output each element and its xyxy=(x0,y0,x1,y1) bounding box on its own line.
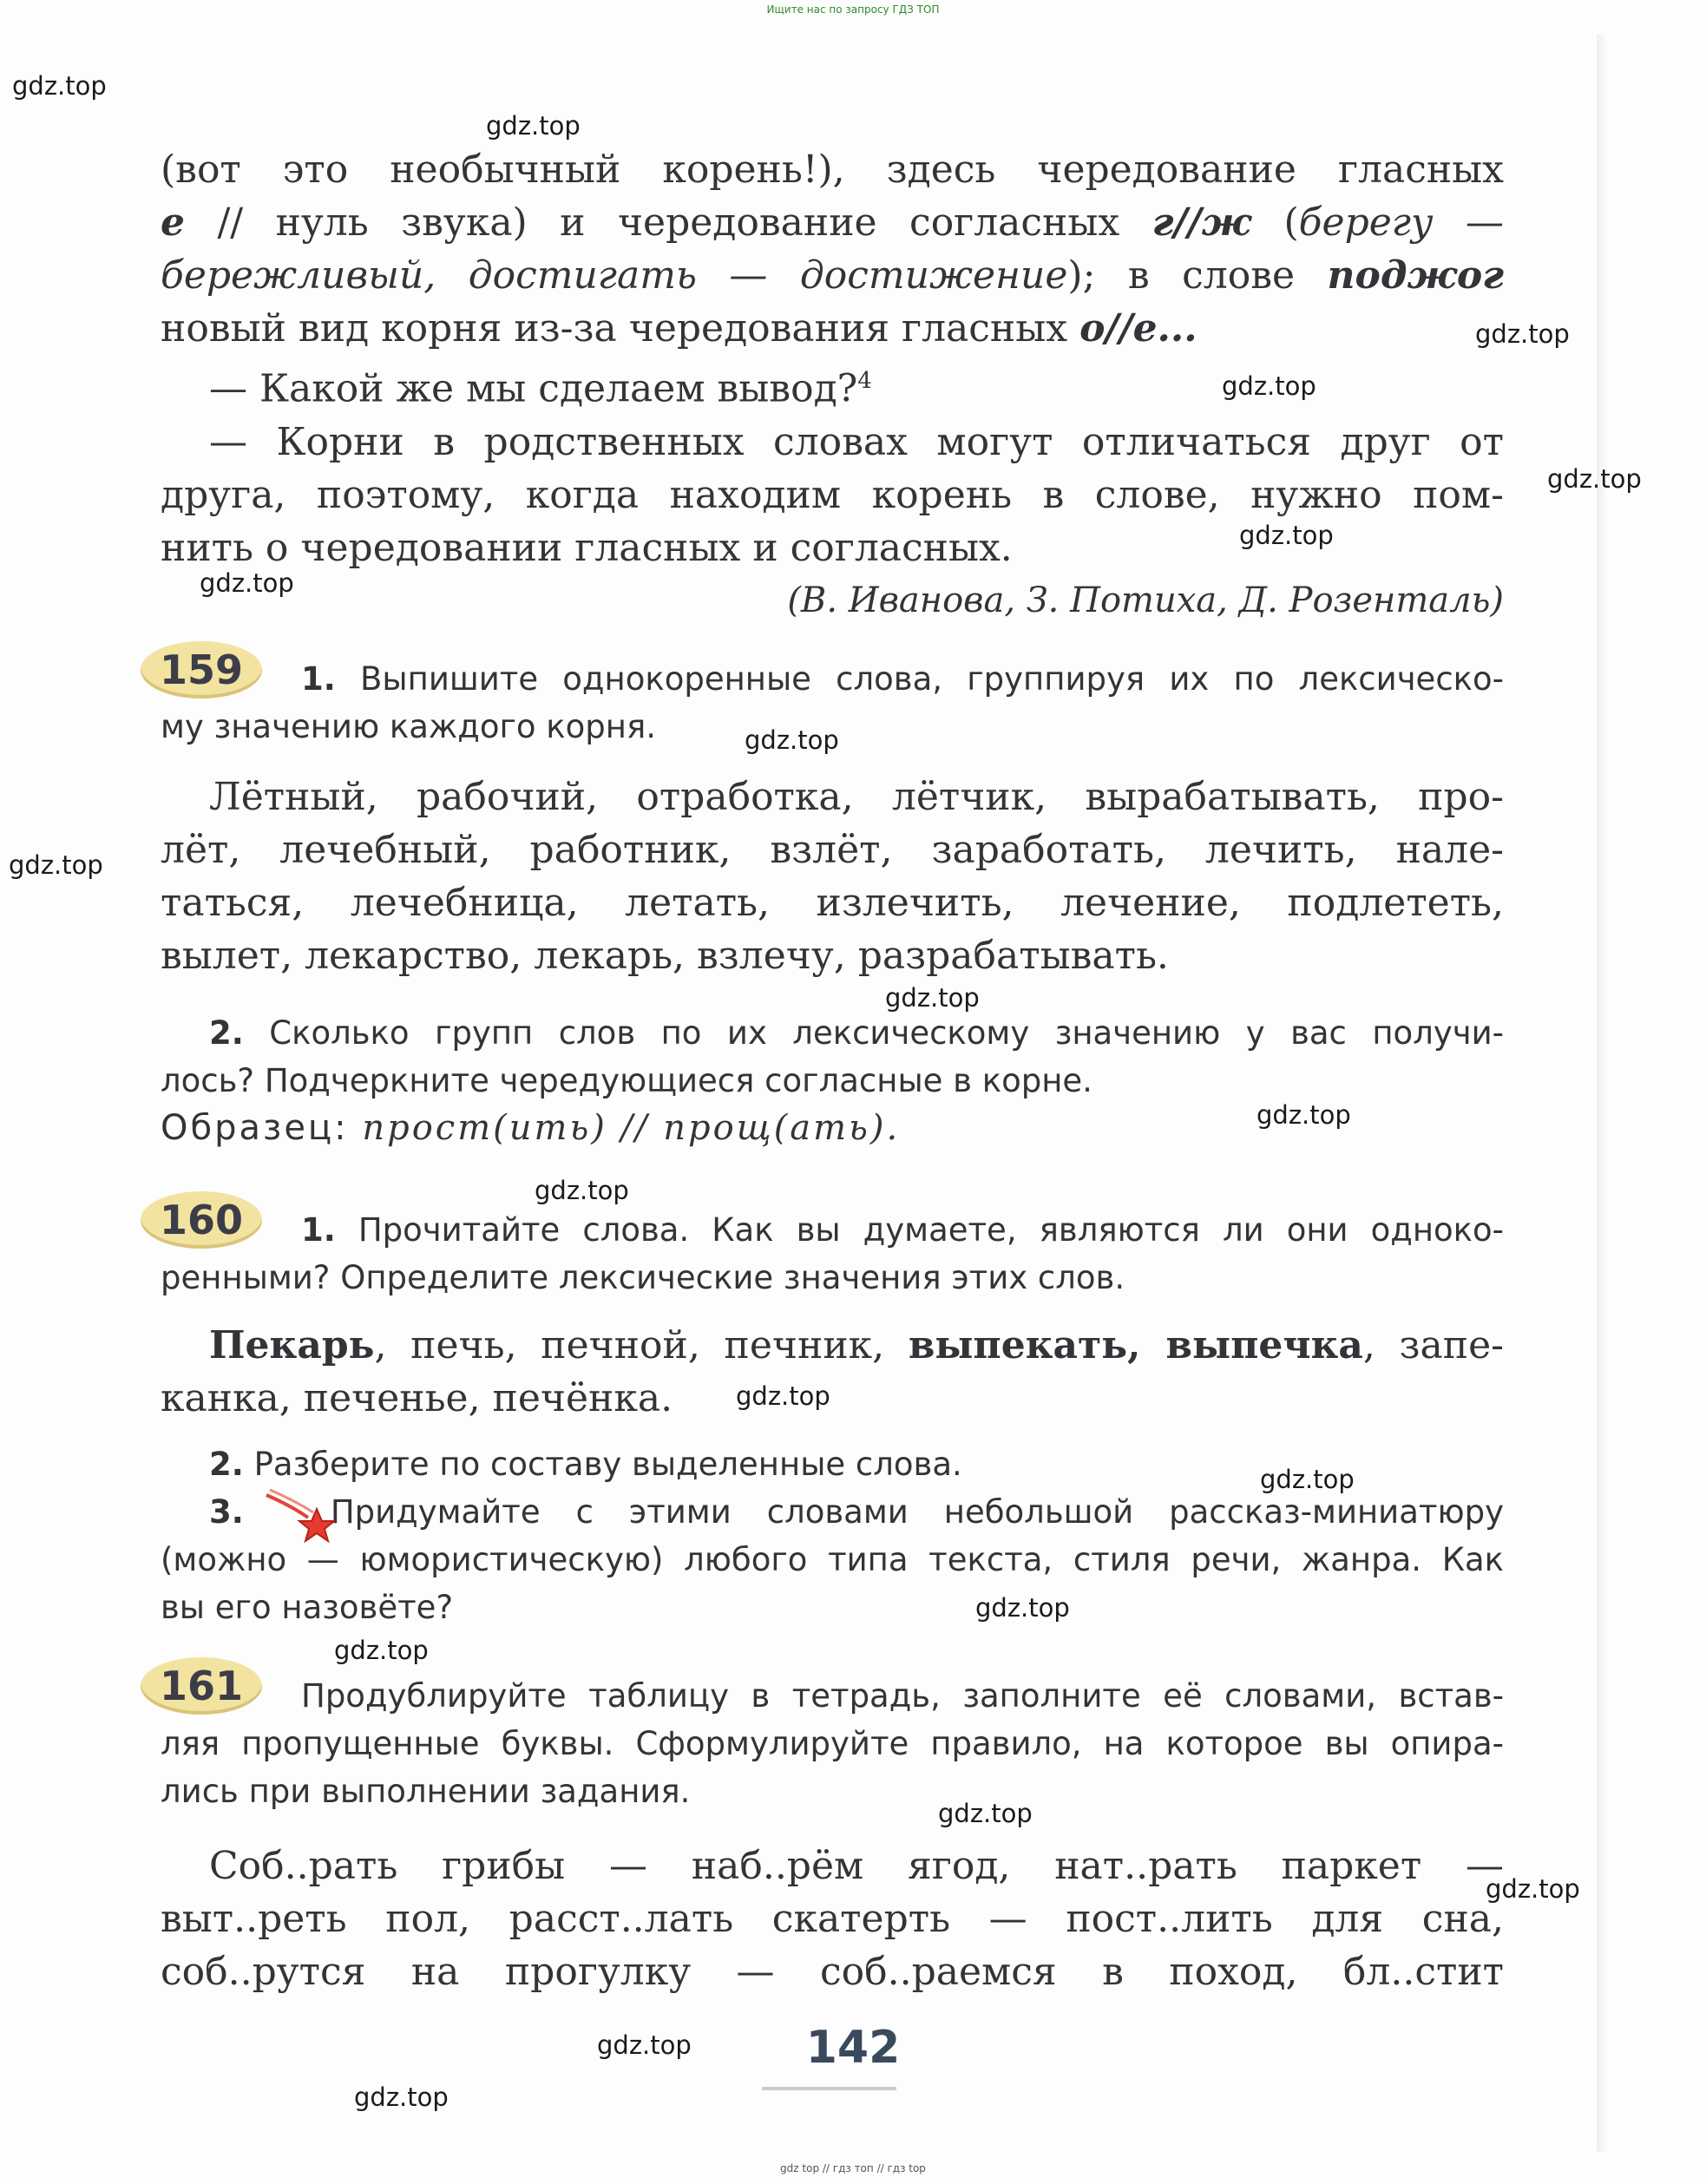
text-line: вылет, лекарство, лекарь, взлечу, разрабатывать. xyxy=(161,934,1169,978)
text-line: — Корни в родственных словах могут отличаться друг от xyxy=(209,419,1504,464)
footer-note: gdz top // гдз топ // гдз top xyxy=(780,2162,926,2174)
page-number-underline xyxy=(762,2087,896,2090)
watermark: gdz.top xyxy=(334,1636,429,1665)
footnote-mark: 4 xyxy=(857,368,872,394)
watermark: gdz.top xyxy=(535,1176,629,1205)
exercise-161-task xyxy=(161,1672,1504,1815)
text-line: лись при выполнении задания. xyxy=(161,1773,691,1810)
text-line: таться, лечебница, летать, излечить, лечение, подлететь, xyxy=(161,881,1504,925)
watermark: gdz.top xyxy=(1222,371,1316,401)
text-line: 2. Разберите по составу выделенные слова. xyxy=(209,1446,962,1483)
exercise-159-words xyxy=(161,771,1504,982)
text-line: Соб..рать грибы — наб..рём ягод, нат..рать паркет — xyxy=(209,1844,1504,1888)
text-line: 3. Придумайте с этими словами небольшой рассказ-миниатюру xyxy=(209,1493,1504,1531)
page-number: 142 xyxy=(805,2022,901,2074)
watermark: gdz.top xyxy=(597,2030,692,2060)
exercise-160-task2-3 xyxy=(161,1440,1504,1631)
watermark: gdz.top xyxy=(1547,464,1642,494)
watermark: gdz.top xyxy=(736,1381,830,1411)
creative-task-star-icon xyxy=(265,1488,343,1549)
text-line: 1. Выпишите однокоренные слова, группируя их по лексическо- xyxy=(301,660,1504,698)
exercise-159-task2 xyxy=(161,1009,1504,1152)
text-line: ляя пропущенные буквы. Сформулируйте правило, на которое вы опира- xyxy=(161,1725,1504,1762)
watermark: gdz.top xyxy=(12,71,107,101)
watermark: gdz.top xyxy=(745,725,839,755)
exercise-number-badge: 160 xyxy=(141,1191,262,1249)
exercise-161-words xyxy=(161,1840,1504,1998)
watermark: gdz.top xyxy=(975,1593,1070,1623)
intro-text xyxy=(161,143,1504,627)
watermark: gdz.top xyxy=(200,568,294,598)
text-line: Лётный, рабочий, отработка, лётчик, вырабатывать, про- xyxy=(209,775,1504,819)
exercise-number-badge: 159 xyxy=(141,641,262,698)
watermark: gdz.top xyxy=(9,850,103,880)
watermark: gdz.top xyxy=(1257,1100,1351,1130)
text-line: нить о чередовании гласных и согласных. xyxy=(161,525,1013,570)
text-line: соб..рутся на прогулку — соб..раемся в поход, бл..стит xyxy=(161,1950,1504,1994)
watermark: gdz.top xyxy=(1260,1465,1355,1494)
exercise-159-task1 xyxy=(161,655,1504,751)
text-line: вы его назовёте? xyxy=(161,1589,454,1626)
text-line: бережливый, достигать — достижение); в слове поджог xyxy=(161,253,1504,298)
text-line: е // нуль звука) и чередование согласных г//ж (берегу — xyxy=(161,200,1504,245)
text-line: новый вид корня из-за чередования гласных о//е... xyxy=(161,306,1197,351)
watermark: gdz.top xyxy=(938,1799,1033,1828)
text-line: 2. Сколько групп слов по их лексическому значению у вас получи- xyxy=(209,1014,1504,1052)
text-line: — Какой же мы сделаем вывод?$^4$ xyxy=(209,366,872,411)
text-line: лось? Подчеркните чередующиеся согласные в корне. xyxy=(161,1062,1092,1099)
exercise-160-words xyxy=(161,1319,1504,1425)
watermark: gdz.top xyxy=(354,2082,449,2112)
sample-line: Образец: прост(ить) // прощ(ать). xyxy=(161,1108,901,1148)
watermark: gdz.top xyxy=(885,983,980,1013)
text-line: му значению каждого корня. xyxy=(161,708,656,745)
text-line: (можно — юмористическую) любого типа текста, стиля речи, жанра. Как xyxy=(161,1541,1504,1578)
text-line: ренными? Определите лексические значения этих слов. xyxy=(161,1259,1125,1296)
exercise-number-badge: 161 xyxy=(141,1657,262,1715)
watermark: gdz.top xyxy=(486,111,581,141)
text-line: канка, печенье, печёнка. xyxy=(161,1376,673,1420)
watermark: gdz.top xyxy=(1239,521,1334,550)
text-line: (вот это необычный корень!), здесь чередование гласных xyxy=(161,148,1504,192)
page-edge-shadow xyxy=(1597,35,1605,2152)
text-line: друга, поэтому, когда находим корень в слове, нужно пом- xyxy=(161,472,1504,517)
watermark: gdz.top xyxy=(1475,319,1570,349)
header-note: Ищите нас по запросу ГДЗ ТОП xyxy=(766,3,940,16)
text-line: Пекарь, печь, печной, печник, выпекать, выпечка, запе- xyxy=(209,1323,1505,1367)
author-citation: (В. Иванова, З. Потиха, Д. Розенталь) xyxy=(787,580,1504,620)
exercise-160-task1 xyxy=(161,1206,1504,1302)
text-line: Продублируйте таблицу в тетрадь, заполните её словами, встав- xyxy=(301,1677,1504,1715)
text-line: 1. Прочитайте слова. Как вы думаете, являются ли они одноко- xyxy=(301,1211,1504,1249)
watermark: gdz.top xyxy=(1486,1874,1580,1904)
text-line: лёт, лечебный, работник, взлёт, заработать, лечить, нале- xyxy=(161,828,1504,872)
text-line: выт..реть пол, расст..лать скатерть — пост..лить для сна, xyxy=(161,1897,1504,1941)
